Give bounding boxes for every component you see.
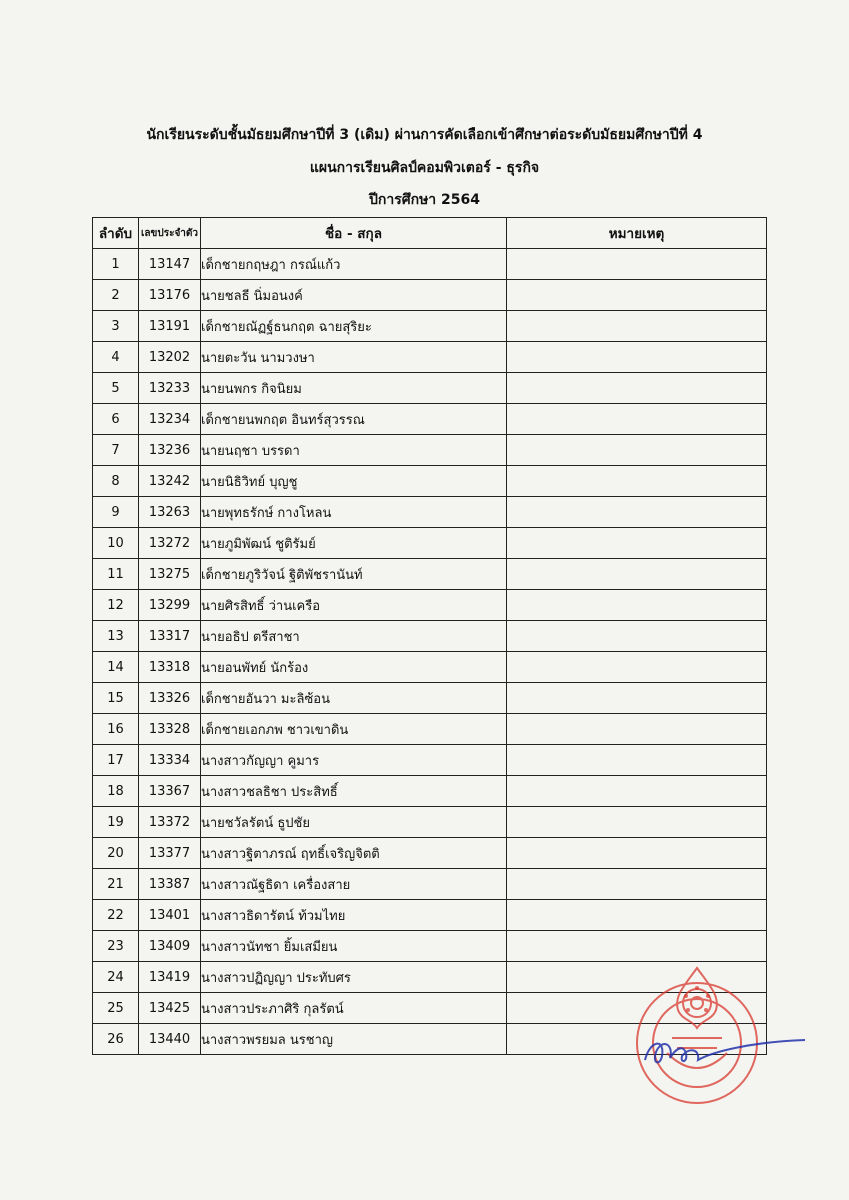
row-order: 7 [93,435,139,466]
row-student-name: นายตะวัน นามวงษา [201,342,507,373]
title-line-3: ปีการศึกษา 2564 [368,192,481,208]
table-body [93,249,767,1055]
row-note [507,869,767,900]
row-student-name: นายชลธี นิ่มอนงค์ [201,280,507,311]
row-student-id: 13147 [139,249,201,280]
row-order: 6 [93,404,139,435]
row-student-id: 13328 [139,714,201,745]
row-order: 23 [93,931,139,962]
table-header-row [93,218,767,249]
table-row [93,466,767,497]
table-row [93,528,767,559]
table-row [93,683,767,714]
row-student-id: 13176 [139,280,201,311]
row-order: 10 [93,528,139,559]
row-student-name: นางสาวปฏิญญา ประทับศร [201,962,507,993]
table-row [93,435,767,466]
row-student-id: 13317 [139,621,201,652]
table-row [93,652,767,683]
row-student-id: 13242 [139,466,201,497]
row-student-id: 13401 [139,900,201,931]
row-note [507,342,767,373]
row-note [507,900,767,931]
row-order: 4 [93,342,139,373]
table-row [93,776,767,807]
row-order: 3 [93,311,139,342]
row-student-name: นางสาวณัฐธิดา เครื่องสาย [201,869,507,900]
row-note [507,838,767,869]
row-note [507,249,767,280]
row-order: 5 [93,373,139,404]
row-student-name: นางสาวชลธิชา ประสิทธิ์ [201,776,507,807]
row-student-name: เด็กชายอันวา มะลิซ้อน [201,683,507,714]
row-note [507,466,767,497]
table-row [93,404,767,435]
table-row [93,807,767,838]
row-order: 9 [93,497,139,528]
row-order: 2 [93,280,139,311]
row-order: 24 [93,962,139,993]
header-id: เลขประจำตัว [139,218,201,249]
row-student-id: 13367 [139,776,201,807]
row-student-id: 13440 [139,1024,201,1055]
row-student-name: เด็กชายกฤษฎา กรณ์แก้ว [201,249,507,280]
row-student-id: 13263 [139,497,201,528]
row-student-id: 13202 [139,342,201,373]
row-order: 14 [93,652,139,683]
row-student-name: นางสาวนัทชา ยิ้มเสมียน [201,931,507,962]
table-row [93,280,767,311]
table-row [93,714,767,745]
row-student-id: 13326 [139,683,201,714]
row-order: 13 [93,621,139,652]
row-note [507,435,767,466]
row-student-name: นายนิธิวิทย์ บุญชู [201,466,507,497]
row-student-id: 13372 [139,807,201,838]
row-note [507,621,767,652]
row-student-name: นางสาวกัญญา คูมาร [201,745,507,776]
row-order: 19 [93,807,139,838]
row-order: 1 [93,249,139,280]
header-name: ชื่อ - สกุล [201,218,507,249]
row-note [507,311,767,342]
table-row [93,900,767,931]
row-order: 26 [93,1024,139,1055]
table-row [93,590,767,621]
row-student-id: 13387 [139,869,201,900]
student-table [92,217,767,1055]
row-order: 11 [93,559,139,590]
table-row [93,497,767,528]
row-student-id: 13377 [139,838,201,869]
row-order: 25 [93,993,139,1024]
title-line-2: แผนการเรียนศิลป์คอมพิวเตอร์ - ธุรกิจ [309,160,540,176]
row-student-name: นางสาวพรยมล นรชาญ [201,1024,507,1055]
row-note [507,373,767,404]
row-student-id: 13275 [139,559,201,590]
row-note [507,683,767,714]
row-order: 20 [93,838,139,869]
row-student-name: นายนพกร กิจนิยม [201,373,507,404]
row-student-name: นางสาวฐิตาภรณ์ ฤทธิ์เจริญจิตติ [201,838,507,869]
table-row [93,342,767,373]
row-note [507,931,767,962]
row-order: 18 [93,776,139,807]
row-student-name: นายพุทธรักษ์ กางโหลน [201,497,507,528]
row-order: 15 [93,683,139,714]
table-row [93,931,767,962]
table-row [93,838,767,869]
row-order: 17 [93,745,139,776]
table-row [93,621,767,652]
header-note: หมายเหตุ [507,218,767,249]
table-row [93,311,767,342]
title-line-1: นักเรียนระดับชั้นมัธยมศึกษาปีที่ 3 (เดิม) ผ่านการคัดเลือกเข้าศึกษาต่อระดับมัธยมศึกษาปีที่ 4 [146,127,703,143]
row-student-id: 13425 [139,993,201,1024]
row-note [507,590,767,621]
row-note [507,714,767,745]
row-order: 16 [93,714,139,745]
row-student-name: เด็กชายณัฏฐ์ธนกฤต ฉายสุริยะ [201,311,507,342]
row-student-name: นายศิรสิทธิ์ ว่านเครือ [201,590,507,621]
row-note [507,745,767,776]
signature [640,1030,810,1075]
row-note [507,280,767,311]
row-student-name: เด็กชายเอกภพ ชาวเขาดิน [201,714,507,745]
row-order: 21 [93,869,139,900]
table-row [93,249,767,280]
row-student-name: นางสาวธิดารัตน์ ท้วมไทย [201,900,507,931]
row-student-id: 13236 [139,435,201,466]
row-student-id: 13299 [139,590,201,621]
row-order: 12 [93,590,139,621]
row-note [507,497,767,528]
row-student-name: นางสาวประภาศิริ กุลรัตน์ [201,993,507,1024]
row-student-name: นายนฤชา บรรดา [201,435,507,466]
table-row [93,559,767,590]
row-student-name: นายอนพัทย์ นักร้อง [201,652,507,683]
row-order: 8 [93,466,139,497]
row-note [507,652,767,683]
row-student-name: นายชวัลรัตน์ ธูปชัย [201,807,507,838]
row-order: 22 [93,900,139,931]
row-note [507,528,767,559]
row-note [507,807,767,838]
row-student-name: เด็กชายนพกฤต อินทร์สุวรรณ [201,404,507,435]
row-student-id: 13318 [139,652,201,683]
table-row [93,745,767,776]
row-note [507,404,767,435]
row-student-id: 13234 [139,404,201,435]
header-order: ลำดับ [93,218,139,249]
table-row [93,373,767,404]
table-row [93,869,767,900]
row-student-id: 13409 [139,931,201,962]
row-student-name: นายอธิป ตรีสาชา [201,621,507,652]
row-student-id: 13233 [139,373,201,404]
row-note [507,559,767,590]
row-student-id: 13419 [139,962,201,993]
row-student-id: 13272 [139,528,201,559]
row-student-name: นายภูมิพัฒน์ ชูติรัมย์ [201,528,507,559]
row-student-id: 13191 [139,311,201,342]
row-student-name: เด็กชายภูริวัจน์ ฐิติพัชรานันท์ [201,559,507,590]
row-student-id: 13334 [139,745,201,776]
row-note [507,776,767,807]
